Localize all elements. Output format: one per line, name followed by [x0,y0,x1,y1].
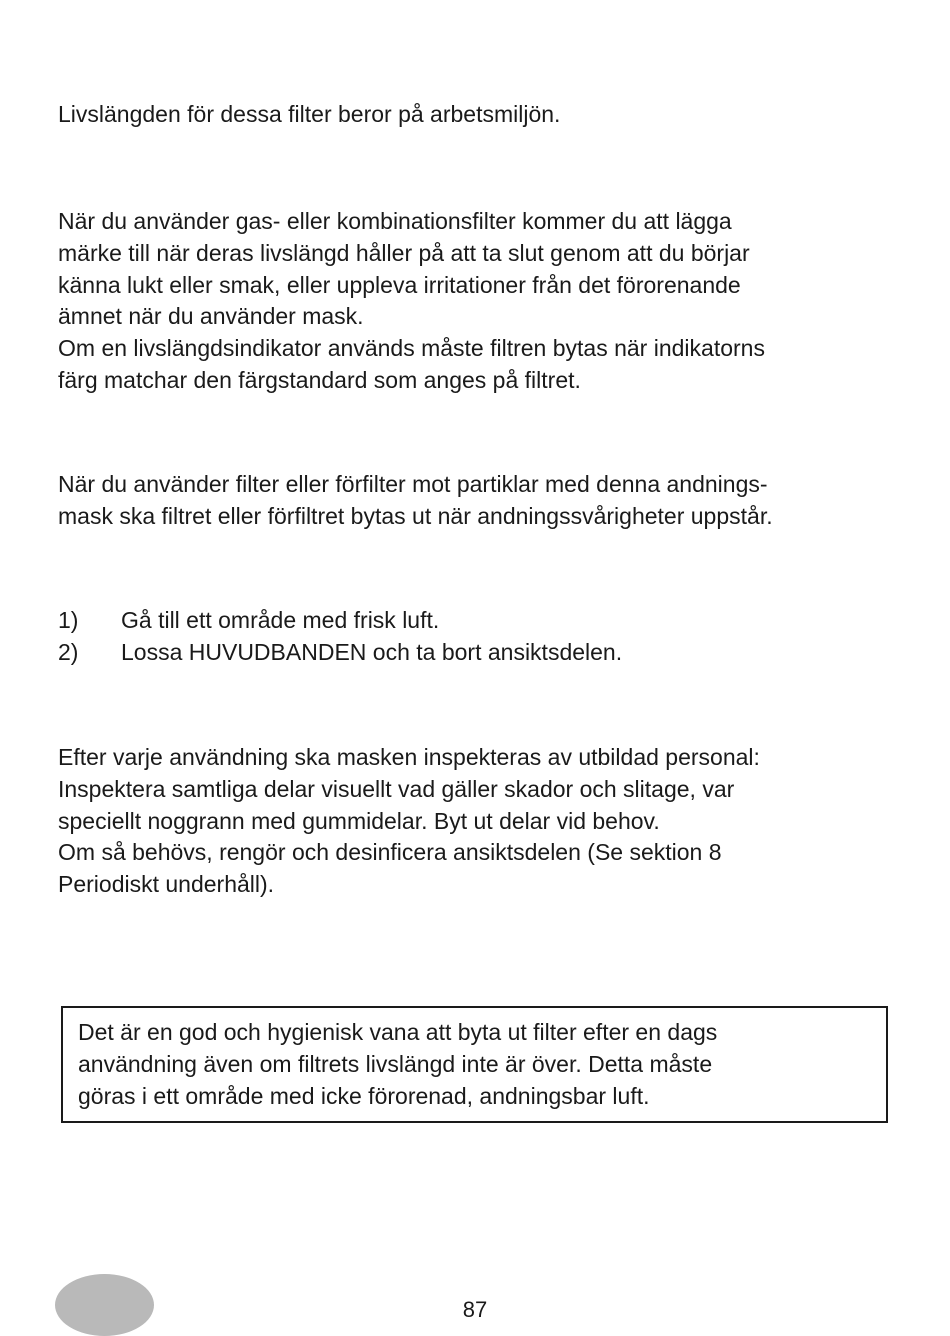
paragraph-line: Efter varje användning ska masken inspekteras av utbildad personal: [58,744,760,770]
paragraph-gas-filters [58,206,898,397]
step-number: 2) [58,638,79,665]
numbered-steps-list [58,605,898,669]
paragraph-inspection [58,742,898,901]
step-text: Lossa HUVUDBANDEN och ta bort ansiktsdelen. [121,638,623,665]
step-number: 1) [58,607,79,633]
paragraph-line: När du använder gas- eller kombinationsfilter kommer du att lägga [58,208,732,234]
list-item [58,605,898,637]
step-text: Gå till ett område med frisk luft. [121,607,440,633]
list-item [58,637,898,669]
paragraph-line: Om så behövs, rengör och desinficera ansiktsdelen (Se sektion 8 [58,839,722,866]
paragraph-particle-filters [58,469,898,533]
paragraph-line: Livslängden för dessa filter beror på arbetsmiljön. [58,101,561,127]
paragraph-line: känna lukt eller smak, eller uppleva irritationer från det förorenande [58,271,741,298]
paragraph-line: Om en livslängdsindikator används måste filtren bytas när indikatorns [58,335,765,362]
paragraph-line: När du använder filter eller förfilter mot partiklar med denna andnings- [58,471,768,497]
paragraph-line: märke till när deras livslängd håller på att ta slut genom att du börjar [58,239,750,266]
paragraph-line: färg matchar den färgstandard som anges på filtret. [58,366,581,393]
note-line: användning även om filtrets livslängd inte är över. Detta måste [78,1050,713,1077]
page-number: 87 [462,1297,488,1322]
paragraph-line: speciellt noggrann med gummidelar. Byt ut delar vid behov. [58,807,660,834]
hygiene-note-box [61,1006,888,1123]
paragraph-line: ämnet när du använder mask. [58,303,364,330]
paragraph-filter-lifetime [58,99,898,131]
note-line: Det är en god och hygienisk vana att byta ut filter efter en dags [78,1019,718,1045]
paragraph-line: Inspektera samtliga delar visuellt vad gäller skador och slitage, var [58,775,735,802]
note-line: göras i ett område med icke förorenad, andningsbar luft. [78,1082,650,1109]
paragraph-line: mask ska filtret eller förfiltret bytas ut när andningssvårigheter uppstår. [58,502,773,529]
paragraph-line: Periodiskt underhåll). [58,871,275,898]
